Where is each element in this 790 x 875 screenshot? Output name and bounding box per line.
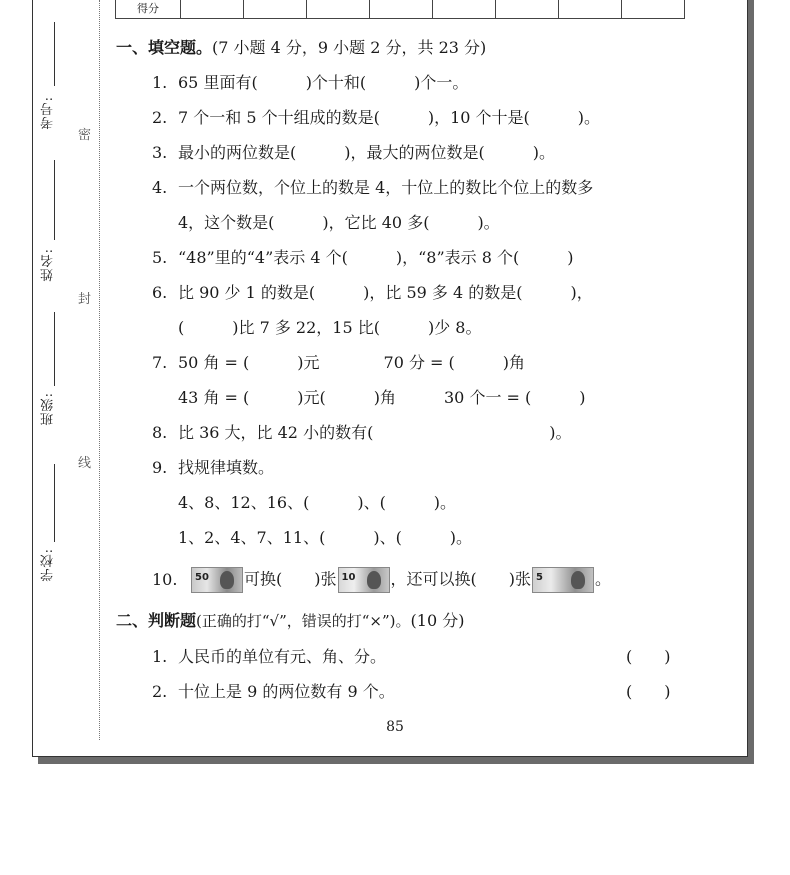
score-cell[interactable] [181, 0, 244, 19]
banknote-10-yuan-image: 10 [338, 567, 390, 593]
question-6-line2: ( )比 7 多 22，15 比( )少 8。 [178, 318, 482, 337]
score-cell[interactable] [307, 0, 370, 19]
score-table [115, 0, 685, 19]
score-cell[interactable] [622, 0, 685, 19]
question-8: 8. 比 36 大，比 42 小的数有( )。 [152, 423, 572, 442]
section1-heading [116, 38, 486, 58]
question-6: 6. 比 90 少 1 的数是( )，比 59 多 4 的数是( )， [152, 283, 593, 302]
judge-answer-2[interactable]: ( ) [626, 682, 671, 701]
exam-number-underline [54, 22, 55, 86]
banknote-50-yuan-image: 50 [191, 567, 243, 593]
question-9: 9. 找规律填数。 [152, 458, 275, 477]
binding-dotted-line [99, 0, 100, 740]
seal-xian: 线 [78, 456, 92, 471]
section2-heading [116, 611, 464, 631]
question-9-sequence-b: 1、2、4、7、11、( )、( )。 [178, 528, 473, 547]
question-5: 5. “48”里的“4”表示 4 个( )，“8”表示 8 个( ) [152, 248, 574, 267]
question-3: 3. 最小的两位数是( )，最大的两位数是( )。 [152, 143, 555, 162]
question-4-line2: 4，这个数是( )，它比 40 多( )。 [178, 213, 500, 232]
score-cell[interactable] [244, 0, 307, 19]
question-2: 2. 7 个一和 5 个十组成的数是( )，10 个十是( )。 [152, 108, 601, 127]
school-underline [54, 464, 55, 542]
exam-number-label: 考号: [41, 96, 56, 130]
score-cell[interactable] [370, 0, 433, 19]
question-4: 4. 一个两位数，个位上的数是 4，十位上的数比个位上的数多 [152, 178, 594, 197]
question-7: 7. 50 角 = ( )元 70 分 = ( )角 [152, 353, 526, 372]
section1-title: 一、填空题。 [116, 38, 213, 57]
score-cell[interactable] [496, 0, 559, 19]
question-10: 10. 50 可换( )张 10 ，还可以换( )张 5 。 [152, 567, 611, 593]
banknote-5-yuan-image: 5 [532, 567, 594, 593]
page-number: 85 [386, 719, 404, 735]
name-label: 姓名: [41, 248, 56, 282]
section2-scoring: (10 分) [410, 611, 465, 630]
score-row-label: 得分 [116, 0, 181, 19]
score-cell[interactable] [559, 0, 622, 19]
question-7-line2: 43 角 = ( )元( )角 30 个一 = ( ) [178, 388, 586, 407]
section2-title: 二、判断题 [116, 611, 197, 630]
name-underline [54, 160, 55, 240]
class-label: 班级: [41, 392, 56, 426]
question-9-sequence-a: 4、8、12、16、( )、( )。 [178, 493, 457, 512]
section2-instruction: (正确的打“√”，错误的打“×”)。 [196, 612, 411, 630]
question-1: 1. 65 里面有( )个十和( )个一。 [152, 73, 469, 92]
judge-answer-1[interactable]: ( ) [626, 647, 671, 666]
seal-mi: 密 [78, 128, 92, 143]
judge-question-1: 1. 人民币的单位有元、角、分。 [152, 647, 387, 666]
school-label: 学校: [41, 548, 56, 582]
class-underline [54, 312, 55, 386]
seal-feng: 封 [78, 292, 92, 307]
score-cell[interactable] [433, 0, 496, 19]
section1-scoring: (7 小题 4 分，9 小题 2 分，共 23 分) [212, 38, 487, 57]
judge-question-2: 2. 十位上是 9 的两位数有 9 个。 [152, 682, 395, 701]
